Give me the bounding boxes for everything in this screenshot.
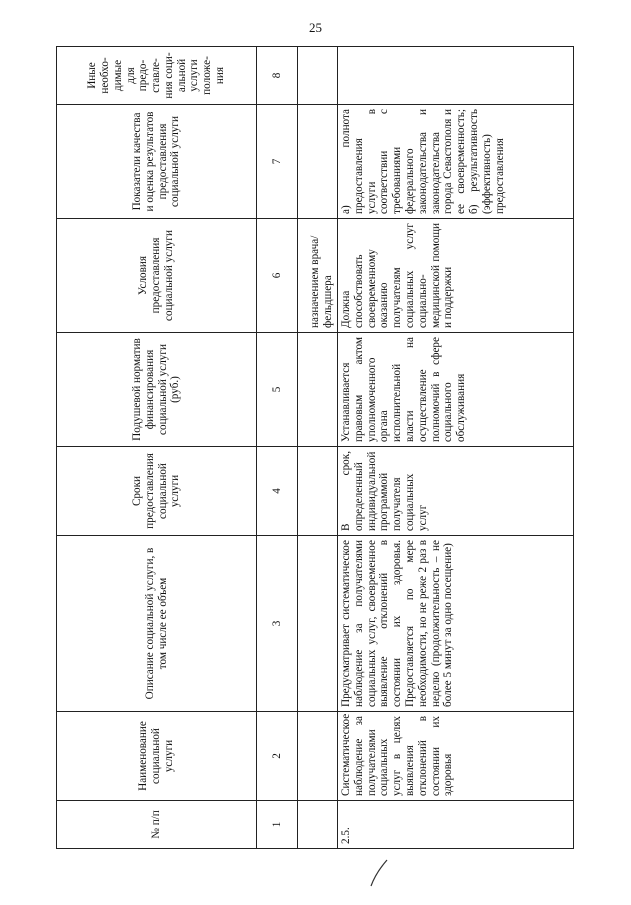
prev-cell xyxy=(298,333,338,447)
service-description: Предусматривает систематическое наблюдение за получателями социальных услуг, своевременное выявление отклонений в состоянии их здоровья. Предоставляется по мере необходимости, но не реже 2 раз в неделю (продолжительность – не более 5 минут за одно посещение) xyxy=(338,536,574,712)
header-description: Описание социальной услуги, в том числе ее объем xyxy=(57,536,257,712)
pen-stroke-mark xyxy=(368,858,390,888)
service-row xyxy=(338,47,574,849)
column-number: 6 xyxy=(257,219,298,333)
rotated-table-container xyxy=(56,47,574,849)
header-terms: Сроки предоставления социальной услуги xyxy=(57,447,257,536)
prev-cell xyxy=(298,536,338,712)
column-number: 4 xyxy=(257,447,298,536)
service-terms: В срок, определенный индивидуальной программой получателя социальных услуг xyxy=(338,447,574,536)
page-number: 25 xyxy=(309,20,322,35)
prev-cell xyxy=(298,105,338,219)
header-conditions: Условия предоставления социальной услуги xyxy=(57,219,257,333)
continued-row xyxy=(298,47,338,849)
header-num: № п/п xyxy=(57,801,257,849)
prev-cell xyxy=(298,447,338,536)
service-other xyxy=(338,47,574,105)
prev-cell-conditions: назначением врача/фельдшера xyxy=(298,219,338,333)
header-other: Иные необхо-димые для предо-ставле-ния соци-альной услуги положе-ния xyxy=(57,47,257,105)
service-conditions: Должна способствовать своевременному оказанию получателям социальных услуг социально-медицинской помощи и поддержки xyxy=(338,219,574,333)
header-norm: Подушевой норматив финансирования социальной услуги (руб.) xyxy=(57,333,257,447)
column-number: 7 xyxy=(257,105,298,219)
service-name: Систематическое наблюдение за получателями социальных услуг в целях выявления отклонений в состоянии их здоровья xyxy=(338,712,574,801)
column-number: 3 xyxy=(257,536,298,712)
header-indicators: Показатели качества и оценка результатов предоставления социальной услуги xyxy=(57,105,257,219)
prev-cell xyxy=(298,712,338,801)
service-indicators: а) полнота предоставления услуги в соответствии с требованиями федерального законодательства и законодательства города Севастополя и ее своевременность; б) результативность (эффективность) предоставления xyxy=(338,105,574,219)
header-row xyxy=(57,47,257,849)
service-norm: Устанавливается правовым актом уполномоченного органа исполнительной власти на осуществление полномочий в сфере социального обслуживания xyxy=(338,333,574,447)
prev-cell xyxy=(298,801,338,849)
column-number: 5 xyxy=(257,333,298,447)
column-number: 2 xyxy=(257,712,298,801)
header-name: Наименование социальной услуги xyxy=(57,712,257,801)
social-services-table xyxy=(56,46,574,849)
column-number: 1 xyxy=(257,801,298,849)
column-number-row xyxy=(257,47,298,849)
service-num: 2.5. xyxy=(338,801,574,849)
column-number: 8 xyxy=(257,47,298,105)
prev-cell xyxy=(298,47,338,105)
